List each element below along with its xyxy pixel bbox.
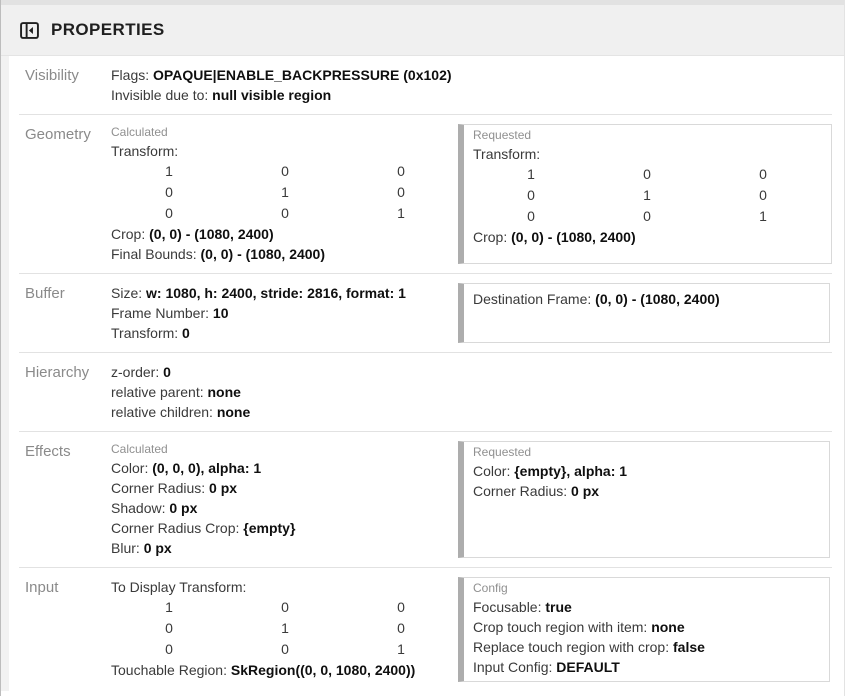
prop-z-order: z-order: 0	[111, 364, 171, 380]
matrix-row: 1 0 0	[527, 166, 767, 182]
prop-buffer-transform: Transform: 0	[111, 325, 190, 341]
prop-relative-children: relative children: none	[111, 404, 251, 420]
panel-header	[1, 5, 844, 56]
prop-relative-parent: relative parent: none	[111, 384, 241, 400]
matrix-row: 0 1 0	[527, 187, 767, 203]
prop-focusable: Focusable: true	[473, 599, 572, 615]
requested-label: Requested	[473, 128, 532, 142]
section-buffer	[9, 274, 844, 352]
prop-size: Size: w: 1080, h: 2400, stride: 2816, format: 1	[111, 285, 406, 301]
section-label-buffer: Buffer	[25, 285, 65, 302]
panel-body	[1, 56, 844, 691]
section-visibility	[9, 56, 844, 114]
matrix-row: 0 1 0	[165, 184, 405, 200]
section-label-geometry: Geometry	[25, 126, 91, 143]
prop-crop-touch-region: Crop touch region with item: none	[473, 619, 685, 635]
prop-frame-number: Frame Number: 10	[111, 305, 229, 321]
prop-corner-radius: Corner Radius: 0 px	[111, 480, 238, 496]
matrix-row: 0 0 1	[527, 208, 767, 224]
panel-title: PROPERTIES	[51, 20, 165, 39]
matrix-row: 0 0 1	[165, 205, 405, 221]
prop-blur: Blur: 0 px	[111, 540, 172, 556]
prop-final-bounds: Final Bounds: (0, 0) - (1080, 2400)	[111, 246, 326, 262]
prop-color: Color: (0, 0, 0), alpha: 1	[111, 460, 262, 476]
prop-crop: Crop: (0, 0) - (1080, 2400)	[473, 229, 636, 245]
left-panel-close-icon	[18, 19, 41, 42]
prop-transform: Transform:	[111, 143, 179, 159]
section-geometry	[9, 115, 844, 273]
prop-to-display-transform: To Display Transform:	[111, 579, 247, 595]
prop-crop: Crop: (0, 0) - (1080, 2400)	[111, 226, 274, 242]
matrix-row: 1 0 0	[165, 599, 405, 615]
section-label-effects: Effects	[25, 443, 71, 460]
requested-box-buffer	[458, 283, 830, 343]
prop-shadow: Shadow: 0 px	[111, 500, 198, 516]
collapse-panel-button[interactable]	[18, 19, 41, 42]
section-effects	[9, 432, 844, 567]
prop-transform: Transform:	[473, 146, 541, 162]
prop-replace-touch-region: Replace touch region with crop: false	[473, 639, 705, 655]
section-label-input: Input	[25, 579, 59, 596]
prop-corner-radius: Corner Radius: 0 px	[473, 483, 600, 499]
prop-destination-frame: Destination Frame: (0, 0) - (1080, 2400)	[473, 291, 720, 307]
prop-input-config: Input Config: DEFAULT	[473, 659, 620, 675]
config-label: Config	[473, 581, 508, 595]
prop-color: Color: {empty}, alpha: 1	[473, 463, 628, 479]
section-label-hierarchy: Hierarchy	[25, 364, 90, 381]
requested-label: Requested	[473, 445, 532, 459]
prop-invisible-due-to: Invisible due to: null visible region	[111, 87, 332, 103]
section-hierarchy	[9, 353, 844, 431]
prop-corner-radius-crop: Corner Radius Crop: {empty}	[111, 520, 296, 536]
requested-box-effects	[458, 441, 830, 558]
matrix-row: 1 0 0	[165, 163, 405, 179]
calculated-label: Calculated	[111, 125, 168, 139]
prop-flags: Flags: OPAQUE|ENABLE_BACKPRESSURE (0x102)	[111, 67, 452, 83]
matrix-row: 0 0 1	[165, 641, 405, 657]
prop-touchable-region: Touchable Region: SkRegion((0, 0, 1080, 2400))	[111, 662, 416, 678]
requested-box-geometry	[458, 124, 832, 264]
section-input	[9, 568, 844, 691]
section-label-visibility: Visibility	[25, 67, 79, 84]
matrix-row: 0 1 0	[165, 620, 405, 636]
config-box-input	[458, 577, 830, 682]
calculated-label: Calculated	[111, 442, 168, 456]
